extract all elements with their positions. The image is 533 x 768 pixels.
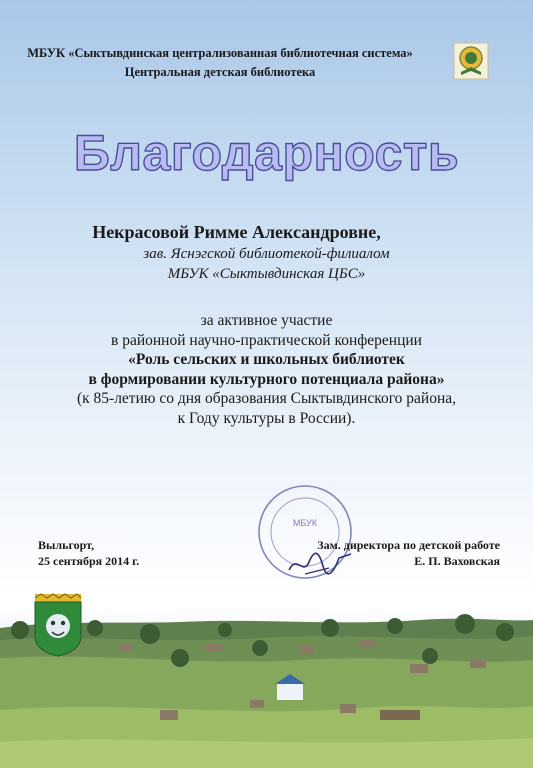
library-logo-icon (453, 42, 489, 80)
recipient-organization: МБУК «Сыктывдинская ЦБС» (167, 266, 366, 282)
body-line-6: к Году культуры в России). (177, 409, 356, 427)
date: 25 сентября 2014 г. (38, 554, 140, 568)
stamp-text: МБУК (292, 518, 318, 528)
gratitude-text (0, 311, 533, 428)
signer-title: Зам. директора по детской работе (317, 538, 500, 552)
header-library: Центральная детская библиотека (124, 65, 316, 79)
place-date (38, 537, 139, 569)
signer-name: Е. П. Ваховская (414, 554, 500, 568)
body-line-1: за активное участие (200, 312, 333, 329)
body-line-2: в районной научно-практической конференции (111, 331, 422, 349)
recipient-name: Некрасовой Римме Александровне, (92, 222, 381, 242)
recipient-block (0, 220, 533, 284)
signature-icon (285, 548, 355, 578)
conference-title-line-1: «Роль сельских и школьных библиотек (128, 351, 405, 368)
header-organization: МБУК «Сыктывдинская централизованная библиотечная система» (27, 46, 413, 60)
place: Выльгорт, (38, 538, 95, 552)
page-title: Благодарность (73, 125, 460, 181)
coat-of-arms-icon (33, 592, 83, 658)
body-line-5: (к 85-летию со дня образования Сыктывдинского района, (76, 390, 457, 407)
recipient-position: зав. Яснэгской библиотекой-филиалом (143, 246, 390, 262)
conference-title-line-2: в формировании культурного потенциала района» (88, 370, 445, 388)
header (0, 44, 440, 82)
